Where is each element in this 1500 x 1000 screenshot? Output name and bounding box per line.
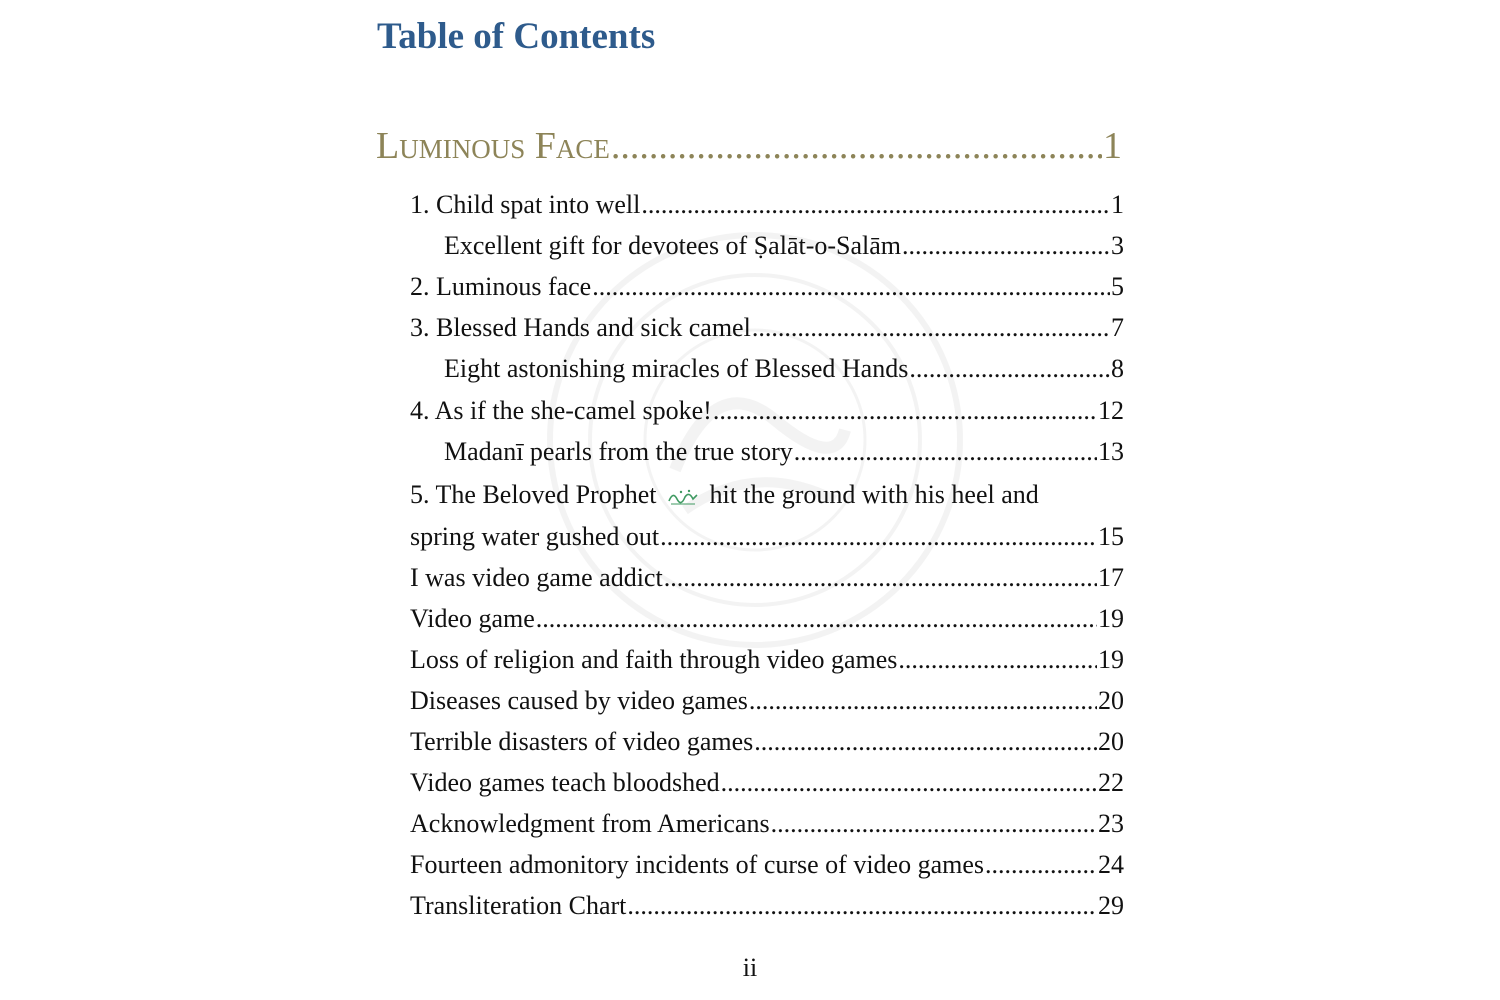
toc-entry[interactable]: [410, 722, 1124, 762]
toc-subentry[interactable]: [444, 226, 1124, 266]
toc-entry-first-line[interactable]: [410, 475, 1039, 515]
toc-entry-page: 5: [1111, 272, 1124, 301]
toc-entry[interactable]: [410, 845, 1124, 885]
dot-leader: [592, 267, 1110, 307]
dot-leader: [898, 640, 1097, 680]
dot-leader: [660, 517, 1097, 557]
toc-subentry[interactable]: [444, 349, 1124, 389]
toc-entry-label: Excellent gift for devotees of Ṣalāt-o-Salām: [444, 231, 902, 260]
dot-leader: [721, 763, 1097, 803]
dot-leader: [627, 886, 1097, 926]
toc-entry-label: Video game: [410, 604, 535, 633]
dot-leader: [902, 226, 1110, 266]
toc-entry-label: Fourteen admonitory incidents of curse of video games: [410, 850, 985, 879]
toc-entry-page: 23: [1098, 809, 1124, 838]
toc-entry[interactable]: [410, 763, 1124, 803]
toc-entry[interactable]: [410, 185, 1124, 225]
toc-entry-page: 15: [1098, 522, 1124, 551]
toc-entry[interactable]: [410, 558, 1124, 598]
dot-leader: [641, 185, 1110, 225]
dot-leader: [771, 804, 1097, 844]
toc-entry-page: 22: [1098, 768, 1124, 797]
toc-entry-page: 29: [1098, 891, 1124, 920]
toc-entry-page: 24: [1098, 850, 1124, 879]
toc-entry-page: 13: [1098, 437, 1124, 466]
dot-leader: [713, 391, 1097, 431]
toc-entry-label: Terrible disasters of video games: [410, 727, 754, 756]
toc-entry-page: 20: [1098, 686, 1124, 715]
toc-entry[interactable]: [410, 391, 1124, 431]
chapter-page-number: 1: [1103, 125, 1122, 167]
toc-entry-label: Transliteration Chart: [410, 891, 627, 920]
toc-entry-label: spring water gushed out: [410, 522, 660, 551]
toc-entry-label: I was video game addict: [410, 563, 663, 592]
page-title: Table of Contents: [377, 16, 656, 57]
toc-entry-label: Madanī pearls from the true story: [444, 437, 793, 466]
toc-entry-page: 19: [1098, 645, 1124, 674]
dot-leader: [754, 722, 1097, 762]
toc-entry[interactable]: [410, 681, 1124, 721]
dot-leader: [664, 558, 1097, 598]
toc-entry-page: 20: [1098, 727, 1124, 756]
toc-entry[interactable]: [410, 640, 1124, 680]
dot-leader: [749, 681, 1097, 721]
toc-chapter-entry[interactable]: [376, 118, 1122, 174]
toc-entry-page: 17: [1098, 563, 1124, 592]
toc-entry-page: 8: [1111, 354, 1124, 383]
dot-leader: [536, 599, 1097, 639]
toc-entry-page: 3: [1111, 231, 1124, 260]
toc-entry[interactable]: [410, 308, 1124, 348]
toc-entry[interactable]: [410, 886, 1124, 926]
dot-leader: [909, 349, 1110, 389]
dot-leader: [985, 845, 1097, 885]
toc-entry[interactable]: [410, 804, 1124, 844]
toc-entry-label: 2. Luminous face: [410, 272, 592, 301]
toc-entry-page: 7: [1111, 313, 1124, 342]
toc-entry[interactable]: [410, 599, 1124, 639]
chapter-title: Luminous Face: [376, 125, 610, 167]
toc-entry-label: 1. Child spat into well: [410, 190, 641, 219]
page-number-footer: ii: [742, 953, 758, 982]
toc-entry-label: 5. The Beloved Prophet: [410, 480, 657, 509]
toc-entry[interactable]: [410, 517, 1124, 557]
dot-leader: [752, 308, 1110, 348]
toc-entry-label: Loss of religion and faith through video games: [410, 645, 898, 674]
toc-entry-label: Eight astonishing miracles of Blessed Hands: [444, 354, 909, 383]
toc-entry-label: 4. As if the she-camel spoke!: [410, 396, 712, 425]
dot-leader: [611, 118, 1102, 174]
salutation-calligraphy-icon: [667, 487, 699, 507]
toc-entry-label: Diseases caused by video games: [410, 686, 748, 715]
toc-entry-page: 12: [1098, 396, 1124, 425]
dot-leader: [794, 432, 1097, 472]
toc-entry-page: 19: [1098, 604, 1124, 633]
toc-entry-label: Acknowledgment from Americans: [410, 809, 770, 838]
toc-entry-label: 3. Blessed Hands and sick camel: [410, 313, 751, 342]
toc-entry-label: Video games teach bloodshed: [410, 768, 720, 797]
toc-entry[interactable]: [410, 267, 1124, 307]
toc-entry-page: 1: [1111, 190, 1124, 219]
toc-entry-label-continued: hit the ground with his heel and: [709, 480, 1039, 509]
toc-subentry[interactable]: [444, 432, 1124, 472]
